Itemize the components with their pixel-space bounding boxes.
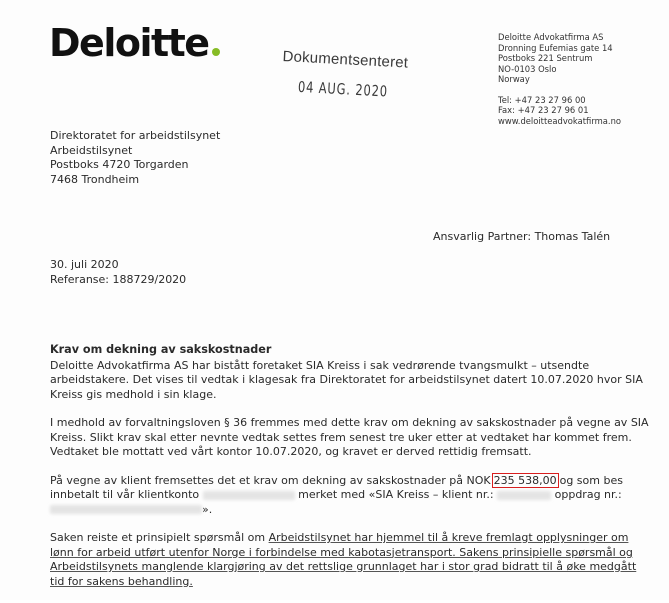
received-stamp	[281, 48, 409, 102]
p4-text: Saken reiste et prinsipielt spørsmål om	[50, 531, 269, 544]
highlighted-amount: 235 538,00	[493, 473, 557, 487]
sender-street: Dronning Eufemias gate 14	[498, 42, 613, 53]
sender-pobox: Postboks 221 Sentrum	[498, 53, 593, 63]
paragraph-1: Deloitte Advokatfirma AS har bistått foretaket SIA Kreiss i sak vedrørende tvangsmulkt – utsendte arbeidstakere. Det vises til vedtak i klagesak fra Direktoratet for arbeidstilsynet datert 10.07.2020 hvor SIA Kreiss gis medhold i sin klage.	[50, 358, 643, 401]
paragraph-4	[50, 531, 650, 589]
letter-reference: Referanse: 188729/2020	[50, 272, 187, 286]
recipient-line-1: Direktoratet for arbeidstilsynet	[50, 129, 221, 142]
logo-text: Deloitte	[49, 21, 209, 65]
p3-text-after-2: merket med «SIA Kreiss – klient nr.:	[298, 488, 494, 501]
sender-fax: Fax: +47 23 27 96 01	[498, 105, 589, 115]
paragraph-3	[50, 474, 650, 518]
deloitte-logo	[49, 21, 220, 65]
sender-tel: Tel: +47 23 27 96 00	[498, 94, 586, 105]
sender-address	[498, 32, 621, 126]
p3-text-after-3: oppdrag nr.:	[554, 488, 622, 501]
recipient-line-4: 7468 Trondheim	[50, 172, 140, 186]
logo-dot-icon	[212, 48, 220, 56]
redacted-account-number	[203, 491, 295, 500]
p3-text-before: På vegne av klient fremsettes det et krav om dekning av sakskostnader på NOK	[50, 473, 491, 487]
spacer	[498, 85, 621, 95]
sender-web: www.deloitteadvokatfirma.no	[498, 115, 622, 126]
letter-body	[50, 343, 650, 603]
p4-underlined-text: Arbeidstilsynet har hjemmel til å kreve fremlagt opplysninger om lønn for arbeid utført utenfor Norge i forbindelse med kabotasjetransport. Sakens prinsipielle spørsmål og Arbeidstilsynets manglende klargjøring av det rettslige grunnlaget har i stor grad bidratt til å øke medgått tid for sakens behandling.	[50, 531, 637, 588]
p3-text-after-1: og som bes innbetalt til vår klientkonto	[50, 473, 623, 501]
sender-name: Deloitte Advokatfirma AS	[498, 32, 604, 42]
recipient-line-2: Arbeidstilsynet	[50, 143, 133, 157]
p3-end: ».	[202, 502, 213, 516]
sender-country: Norway	[498, 74, 530, 84]
stamp-title: Dokumentsenteret	[282, 48, 409, 72]
redacted-assignment-number	[50, 505, 202, 514]
date-reference	[50, 258, 186, 287]
redacted-client-number	[497, 491, 551, 500]
paragraph-2: I medhold av forvaltningsloven § 36 fremmes med dette krav om dekning av sakskostnader på vegne av SIA Kreiss. Slikt krav skal etter nevnte vedtak settes frem senest tre uker etter at vedtaket har kommet frem. Vedtaket ble mottatt ved vårt kontor 10.07.2020, og kravet er derved rettidig fremsatt.	[50, 416, 649, 458]
letter-date: 30. juli 2020	[50, 258, 119, 271]
recipient-address	[50, 129, 220, 187]
sender-city: NO-0103 Oslo	[498, 63, 557, 74]
responsible-partner: Ansvarlig Partner: Thomas Talén	[433, 230, 611, 243]
letter-heading: Krav om dekning av sakskostnader	[50, 343, 272, 356]
recipient-line-3: Postboks 4720 Torgarden	[50, 158, 189, 171]
stamp-date: 04 AUG. 2020	[297, 77, 389, 101]
